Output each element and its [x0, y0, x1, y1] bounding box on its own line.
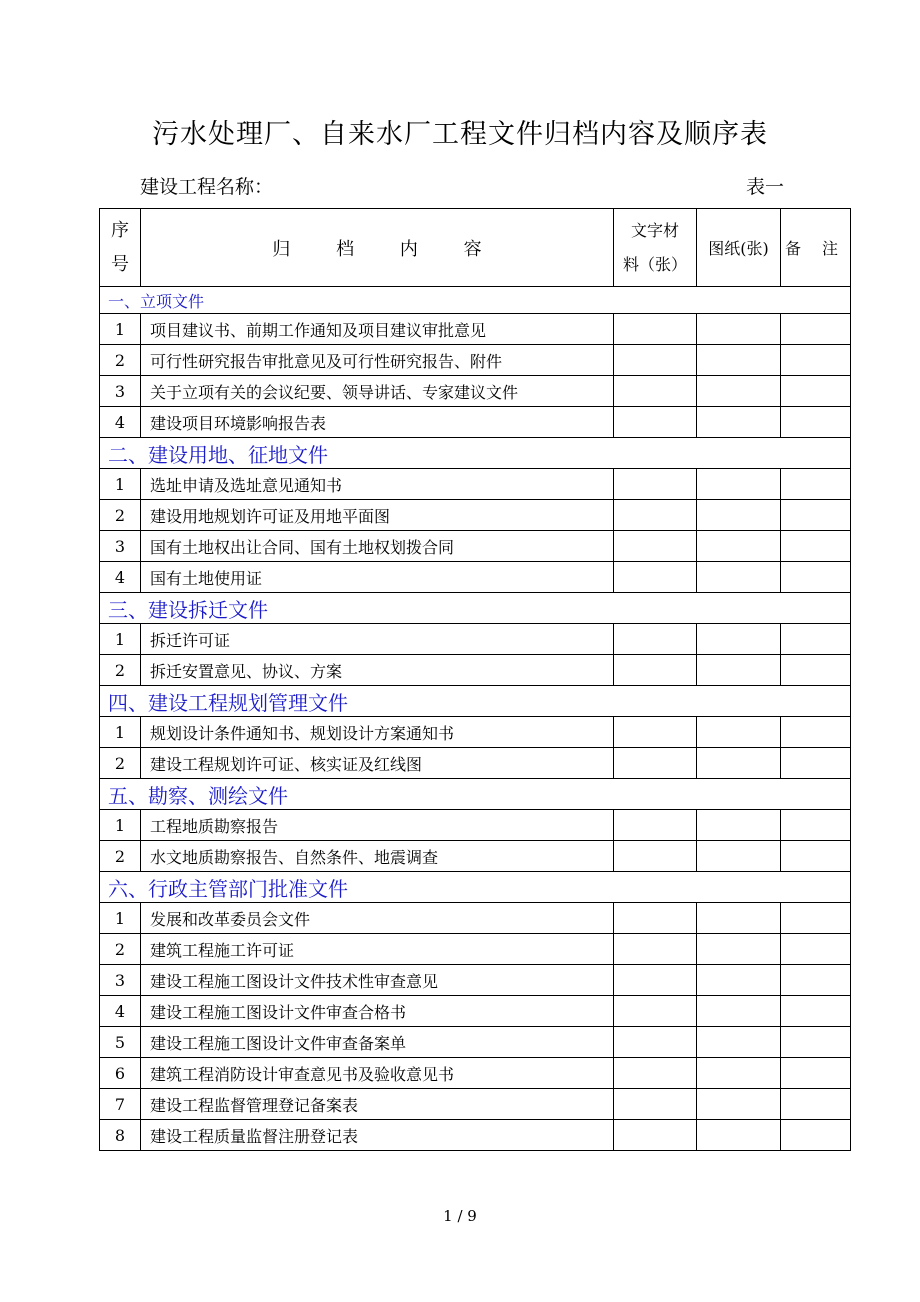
item-content: 建设项目环境影响报告表	[141, 407, 614, 438]
table-row	[100, 407, 851, 438]
notes-cell	[781, 345, 851, 376]
table-row	[100, 965, 851, 996]
item-content: 规划设计条件通知书、规划设计方案通知书	[141, 717, 614, 748]
section-title: 四、建设工程规划管理文件	[100, 686, 851, 717]
notes-cell	[781, 717, 851, 748]
item-number: 5	[100, 1027, 141, 1058]
notes-cell	[781, 1120, 851, 1151]
item-content: 建设工程施工图设计文件审查备案单	[141, 1027, 614, 1058]
item-content: 水文地质勘察报告、自然条件、地震调查	[141, 841, 614, 872]
text-materials-cell	[614, 1058, 697, 1089]
item-number: 4	[100, 996, 141, 1027]
text-materials-cell	[614, 1027, 697, 1058]
notes-cell	[781, 314, 851, 345]
section-header-row	[100, 872, 851, 903]
item-number: 3	[100, 376, 141, 407]
section-header-row	[100, 686, 851, 717]
table-row	[100, 1120, 851, 1151]
table-row	[100, 655, 851, 686]
item-content: 国有土地使用证	[141, 562, 614, 593]
section-header-row	[100, 779, 851, 810]
text-materials-cell	[614, 1089, 697, 1120]
drawings-cell	[697, 531, 781, 562]
notes-cell	[781, 562, 851, 593]
header-serial-number	[100, 209, 141, 287]
table-row	[100, 934, 851, 965]
notes-cell	[781, 624, 851, 655]
item-content: 可行性研究报告审批意见及可行性研究报告、附件	[141, 345, 614, 376]
item-number: 1	[100, 624, 141, 655]
text-materials-cell	[614, 376, 697, 407]
item-number: 1	[100, 810, 141, 841]
drawings-cell	[697, 1027, 781, 1058]
item-content: 建筑工程施工许可证	[141, 934, 614, 965]
table-row	[100, 841, 851, 872]
drawings-cell	[697, 624, 781, 655]
item-content: 项目建议书、前期工作通知及项目建议审批意见	[141, 314, 614, 345]
archive-table	[99, 208, 851, 1151]
table-row	[100, 1089, 851, 1120]
item-content: 建设工程规划许可证、核实证及红线图	[141, 748, 614, 779]
item-content: 关于立项有关的会议纪要、领导讲话、专家建议文件	[141, 376, 614, 407]
text-materials-cell	[614, 903, 697, 934]
item-number: 1	[100, 314, 141, 345]
item-content: 发展和改革委员会文件	[141, 903, 614, 934]
item-number: 2	[100, 748, 141, 779]
drawings-cell	[697, 562, 781, 593]
section-title: 三、建设拆迁文件	[100, 593, 851, 624]
item-content: 选址申请及选址意见通知书	[141, 469, 614, 500]
notes-cell	[781, 469, 851, 500]
section-header-row	[100, 438, 851, 469]
table-row	[100, 469, 851, 500]
item-number: 3	[100, 965, 141, 996]
notes-cell	[781, 996, 851, 1027]
item-number: 1	[100, 469, 141, 500]
item-number: 2	[100, 500, 141, 531]
drawings-cell	[697, 500, 781, 531]
drawings-cell	[697, 345, 781, 376]
notes-cell	[781, 500, 851, 531]
item-number: 4	[100, 407, 141, 438]
text-materials-cell	[614, 1120, 697, 1151]
section-title: 二、建设用地、征地文件	[100, 438, 851, 469]
header-text-line2: 料（张）	[622, 254, 687, 274]
table-row	[100, 996, 851, 1027]
table-row	[100, 500, 851, 531]
header-serial-line1: 序	[111, 219, 129, 241]
table-row	[100, 903, 851, 934]
item-content: 建设工程监督管理登记备案表	[141, 1089, 614, 1120]
table-row	[100, 624, 851, 655]
item-number: 2	[100, 345, 141, 376]
item-number: 8	[100, 1120, 141, 1151]
header-archive-content: 归 档 内 容	[141, 209, 614, 287]
item-number: 1	[100, 903, 141, 934]
section-header-row	[100, 593, 851, 624]
table-row	[100, 748, 851, 779]
table-row	[100, 562, 851, 593]
section-title: 一、立项文件	[100, 287, 851, 314]
drawings-cell	[697, 1058, 781, 1089]
table-header-row	[100, 209, 851, 287]
drawings-cell	[697, 717, 781, 748]
text-materials-cell	[614, 562, 697, 593]
text-materials-cell	[614, 531, 697, 562]
text-materials-cell	[614, 748, 697, 779]
text-materials-cell	[614, 469, 697, 500]
text-materials-cell	[614, 345, 697, 376]
item-content: 建设工程施工图设计文件技术性审查意见	[141, 965, 614, 996]
notes-cell	[781, 1089, 851, 1120]
text-materials-cell	[614, 965, 697, 996]
header-notes: 备 注	[781, 209, 851, 287]
text-materials-cell	[614, 655, 697, 686]
table-row	[100, 810, 851, 841]
table-row	[100, 376, 851, 407]
page-number: 1 / 9	[443, 1207, 477, 1225]
drawings-cell	[697, 934, 781, 965]
item-content: 建设工程质量监督注册登记表	[141, 1120, 614, 1151]
drawings-cell	[697, 841, 781, 872]
drawings-cell	[697, 748, 781, 779]
drawings-cell	[697, 1089, 781, 1120]
section-title: 五、勘察、测绘文件	[100, 779, 851, 810]
section-title: 六、行政主管部门批准文件	[100, 872, 851, 903]
item-number: 7	[100, 1089, 141, 1120]
text-materials-cell	[614, 996, 697, 1027]
item-content: 拆迁许可证	[141, 624, 614, 655]
notes-cell	[781, 376, 851, 407]
table-number: 表一	[746, 176, 785, 198]
notes-cell	[781, 531, 851, 562]
drawings-cell	[697, 996, 781, 1027]
notes-cell	[781, 655, 851, 686]
item-number: 4	[100, 562, 141, 593]
text-materials-cell	[614, 407, 697, 438]
item-number: 2	[100, 655, 141, 686]
drawings-cell	[697, 314, 781, 345]
drawings-cell	[697, 1120, 781, 1151]
table-row	[100, 345, 851, 376]
header-drawings: 图纸(张)	[697, 209, 781, 287]
item-content: 建设用地规划许可证及用地平面图	[141, 500, 614, 531]
notes-cell	[781, 934, 851, 965]
drawings-cell	[697, 810, 781, 841]
section-header-row	[100, 287, 851, 314]
notes-cell	[781, 1058, 851, 1089]
table-row	[100, 1027, 851, 1058]
table-row	[100, 717, 851, 748]
text-materials-cell	[614, 810, 697, 841]
notes-cell	[781, 407, 851, 438]
item-number: 6	[100, 1058, 141, 1089]
text-materials-cell	[614, 314, 697, 345]
text-materials-cell	[614, 717, 697, 748]
drawings-cell	[697, 903, 781, 934]
table-row	[100, 314, 851, 345]
notes-cell	[781, 965, 851, 996]
drawings-cell	[697, 655, 781, 686]
header-text-materials	[614, 209, 697, 287]
drawings-cell	[697, 407, 781, 438]
header-serial-line2: 号	[111, 253, 129, 275]
notes-cell	[781, 810, 851, 841]
notes-cell	[781, 841, 851, 872]
item-content: 建设工程施工图设计文件审查合格书	[141, 996, 614, 1027]
drawings-cell	[697, 965, 781, 996]
table-row	[100, 1058, 851, 1089]
item-content: 国有土地权出让合同、国有土地权划拨合同	[141, 531, 614, 562]
notes-cell	[781, 748, 851, 779]
item-content: 拆迁安置意见、协议、方案	[141, 655, 614, 686]
drawings-cell	[697, 469, 781, 500]
text-materials-cell	[614, 624, 697, 655]
text-materials-cell	[614, 841, 697, 872]
item-number: 2	[100, 841, 141, 872]
text-materials-cell	[614, 500, 697, 531]
header-text-line1: 文字材	[630, 220, 679, 240]
item-number: 3	[100, 531, 141, 562]
table-row	[100, 531, 851, 562]
drawings-cell	[697, 376, 781, 407]
notes-cell	[781, 1027, 851, 1058]
text-materials-cell	[614, 934, 697, 965]
notes-cell	[781, 903, 851, 934]
project-name-label: 建设工程名称：	[140, 176, 274, 198]
item-content: 建筑工程消防设计审查意见书及验收意见书	[141, 1058, 614, 1089]
item-number: 2	[100, 934, 141, 965]
item-number: 1	[100, 717, 141, 748]
item-content: 工程地质勘察报告	[141, 810, 614, 841]
document-title: 污水处理厂、自来水厂工程文件归档内容及顺序表	[152, 119, 768, 150]
